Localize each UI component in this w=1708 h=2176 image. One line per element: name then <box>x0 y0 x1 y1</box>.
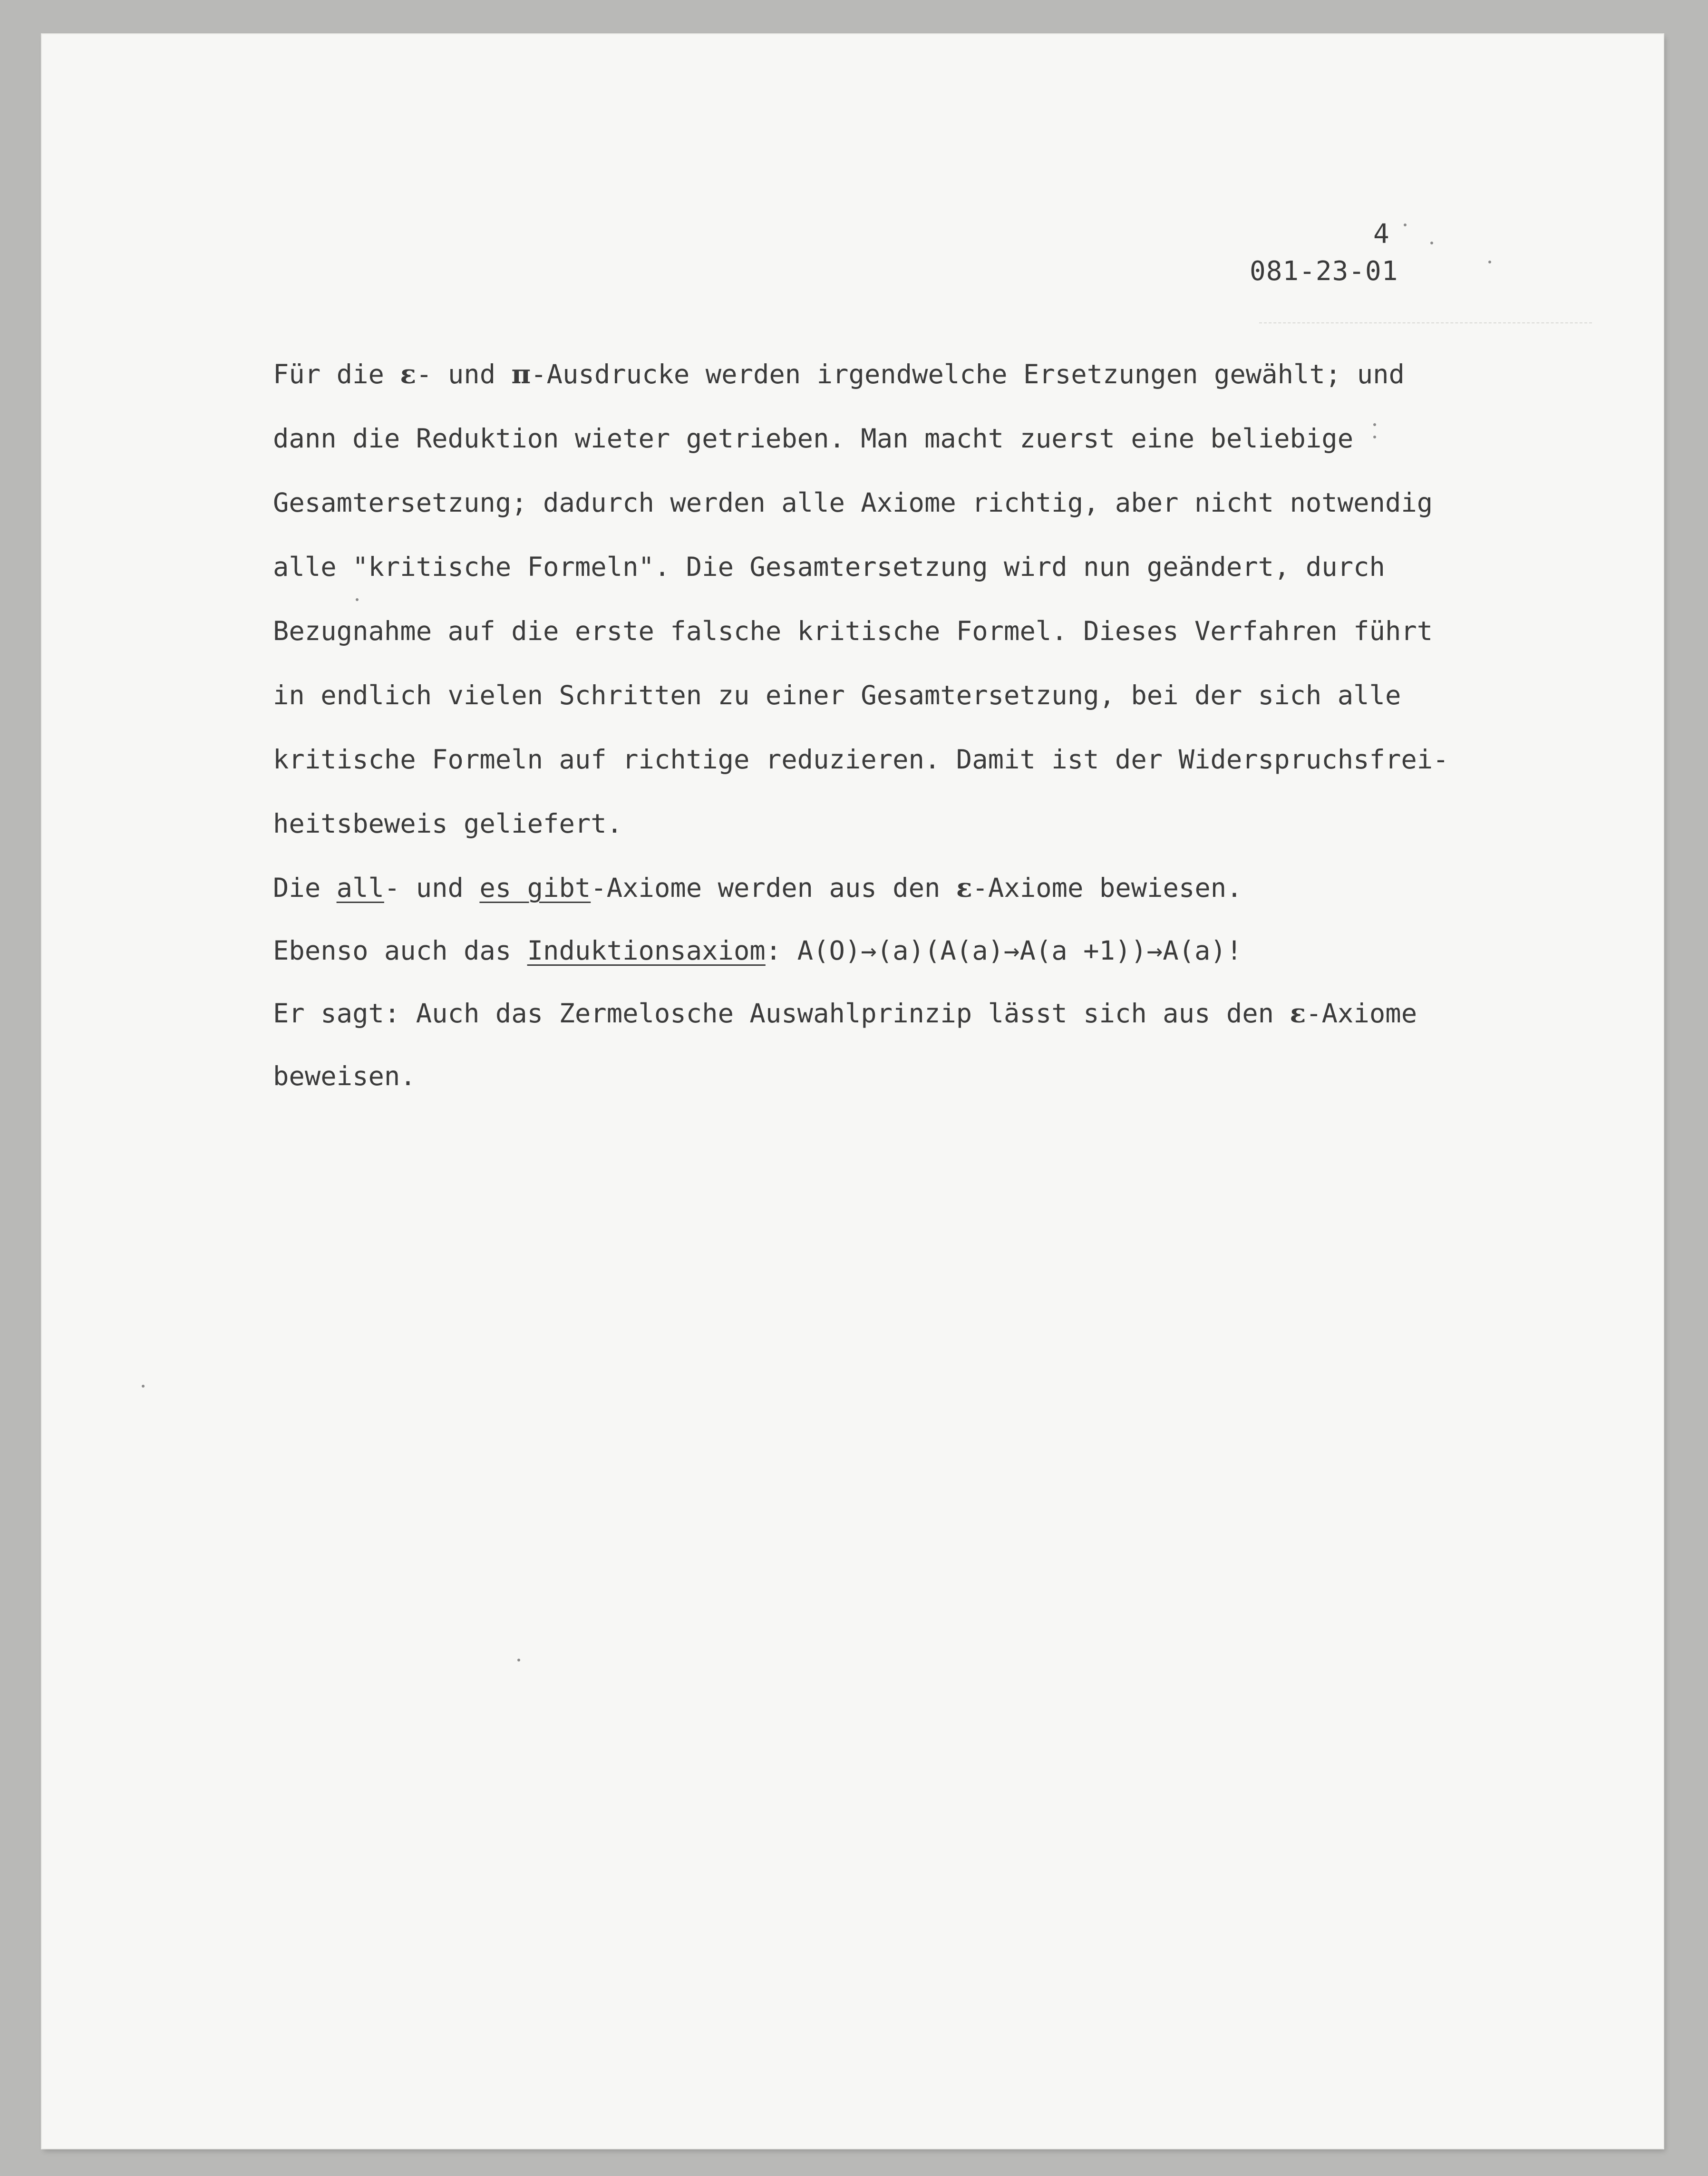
page-number: 4 <box>1373 219 1389 250</box>
underlined-induktionsaxiom: Induktionsaxiom <box>527 935 766 966</box>
faint-rule <box>1259 322 1592 323</box>
text-line-12: beweisen. <box>273 1061 416 1092</box>
underlined-es-gibt: es gibt <box>479 873 591 903</box>
text-line-5: Bezugnahme auf die erste falsche kritische Formel. Dieses Verfahren führt <box>273 616 1433 647</box>
text-line-10: Ebenso auch das Induktionsaxiom: A(O)→(a)(A(a)→A(a +1))→A(a)! <box>273 935 1242 966</box>
text-line-2: dann die Reduktion wieter getrieben. Man macht zuerst eine beliebige <box>273 423 1354 454</box>
text-line-3: Gesamtersetzung; dadurch werden alle Axiome richtig, aber nicht notwendig <box>273 487 1433 518</box>
document-page <box>42 34 1663 2148</box>
text-line-4: alle "kritische Formeln". Die Gesamtersetzung wird nun geändert, durch <box>273 552 1385 583</box>
text-line-6: in endlich vielen Schritten zu einer Gesamtersetzung, bei der sich alle <box>273 680 1401 711</box>
induction-formula: A(O)→(a)(A(a)→A(a +1))→A(a)! <box>797 935 1242 966</box>
ink-speck <box>1373 436 1376 438</box>
epsilon-symbol: ε <box>1290 998 1306 1029</box>
document-id: 081-23-01 <box>1250 256 1398 287</box>
text-line-7: kritische Formeln auf richtige reduzieren. Damit ist der Widerspruchsfrei- <box>273 744 1449 775</box>
text-line-9: Die all- und es gibt-Axiome werden aus den ε-Axiome bewiesen. <box>273 873 1242 903</box>
ink-speck <box>1373 423 1376 426</box>
document-body <box>273 342 1557 1108</box>
text-line-8: heitsbeweis geliefert. <box>273 808 623 839</box>
ink-speck <box>356 598 359 601</box>
epsilon-symbol: ε <box>400 359 417 390</box>
pi-symbol: π <box>511 359 531 390</box>
ink-speck <box>517 1659 520 1661</box>
ink-speck <box>142 1385 145 1388</box>
text-line-1: Für die ε- und π-Ausdrucke werden irgendwelche Ersetzungen gewählt; und <box>273 359 1405 390</box>
ink-speck <box>1430 242 1433 244</box>
ink-speck <box>1404 223 1407 226</box>
ink-speck <box>1488 261 1491 263</box>
underlined-all: all <box>336 873 384 903</box>
epsilon-symbol: ε <box>956 873 972 903</box>
text-line-11: Er sagt: Auch das Zermelosche Auswahlprinzip lässt sich aus den ε-Axiome <box>273 998 1417 1029</box>
